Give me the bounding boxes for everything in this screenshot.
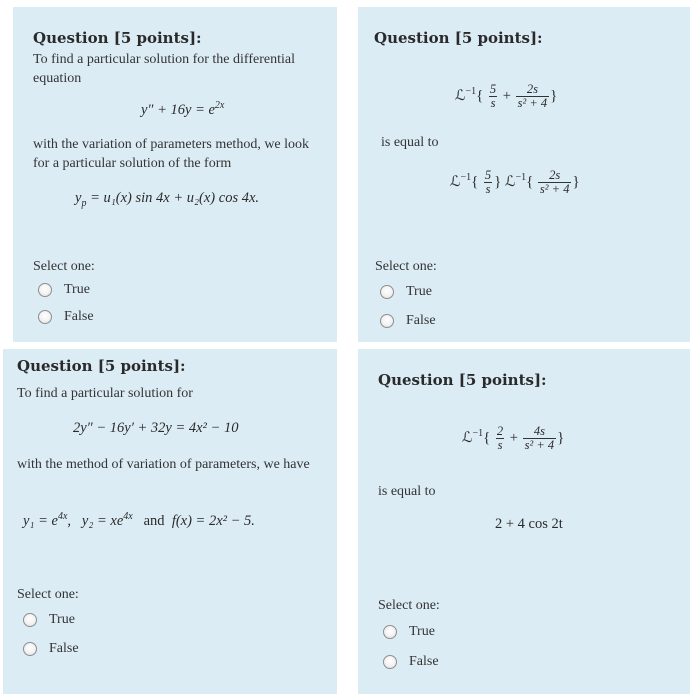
question-card-2 xyxy=(358,7,690,342)
question-title: Question [5 points]: xyxy=(33,29,202,47)
radio-button[interactable] xyxy=(380,285,394,299)
radio-button[interactable] xyxy=(23,642,37,656)
option-label: False xyxy=(406,313,436,328)
option-label: True xyxy=(406,284,432,299)
radio-button[interactable] xyxy=(38,283,52,297)
radio-button[interactable] xyxy=(38,310,52,324)
radio-button[interactable] xyxy=(383,625,397,639)
question-card-4 xyxy=(358,349,690,694)
question-middle-text: with the method of variation of parameters, we have xyxy=(17,457,310,472)
option-false[interactable] xyxy=(23,641,79,657)
question-card-1 xyxy=(13,7,337,342)
fundamental-solutions: $y_1 = e^{4x}$, $y_2 = xe^{4x}$ and f(x) = 2x² − 5. xyxy=(23,511,255,529)
option-label: False xyxy=(64,309,94,324)
option-true[interactable] xyxy=(38,282,90,298)
select-one-label: Select one: xyxy=(375,259,437,274)
is-equal-to-label: is equal to xyxy=(378,484,436,499)
question-middle-text: with the variation of parameters method, we look for a particular solution of the form xyxy=(33,137,310,171)
option-false[interactable] xyxy=(38,309,94,325)
radio-button[interactable] xyxy=(383,655,397,669)
question-card-3 xyxy=(3,349,337,694)
option-false[interactable] xyxy=(380,313,436,329)
option-true[interactable] xyxy=(383,624,435,640)
differential-equation: $y'' + 16y = e^{2x}$ xyxy=(141,100,225,118)
question-intro: To find a particular solution for xyxy=(17,386,193,401)
laplace-expression: ℒ$^{-1}${ $\frac{2}{s}$ + $\frac{4s}{\text{s² + 4}}$ } xyxy=(462,424,565,452)
select-one-label: Select one: xyxy=(17,587,79,602)
option-label: False xyxy=(49,641,79,656)
laplace-expression: ℒ$^{-1}${ $\frac{5}{s}$ + $\frac{2s}{\text{s² + 4}}$ } xyxy=(455,82,558,110)
radio-button[interactable] xyxy=(23,613,37,627)
question-title: Question [5 points]: xyxy=(17,357,186,375)
answer-expression: 2 + 4 cos 2t xyxy=(495,516,563,532)
option-label: False xyxy=(409,654,439,669)
laplace-split-expression: ℒ$^{-1}${ $\frac{5}{s}$ } ℒ$^{-1}${ $\frac{2s}{\text{s² + 4}}$ } xyxy=(450,168,580,196)
option-label: True xyxy=(409,624,435,639)
select-one-label: Select one: xyxy=(33,259,95,274)
option-true[interactable] xyxy=(23,612,75,628)
option-false[interactable] xyxy=(383,654,439,670)
question-intro: To find a particular solution for the differential equation xyxy=(33,52,295,86)
question-title: Question [5 points]: xyxy=(378,371,547,389)
differential-equation: 2y″ − 16y′ + 32y = 4x² − 10 xyxy=(73,420,239,436)
option-label: True xyxy=(64,282,90,297)
option-label: True xyxy=(49,612,75,627)
question-title: Question [5 points]: xyxy=(374,29,543,47)
radio-button[interactable] xyxy=(380,314,394,328)
option-true[interactable] xyxy=(380,284,432,300)
is-equal-to-label: is equal to xyxy=(381,135,439,150)
solution-form: $y_p = u_1(x)$ sin 4x + u₂(x) cos 4x. xyxy=(75,190,260,209)
select-one-label: Select one: xyxy=(378,598,440,613)
